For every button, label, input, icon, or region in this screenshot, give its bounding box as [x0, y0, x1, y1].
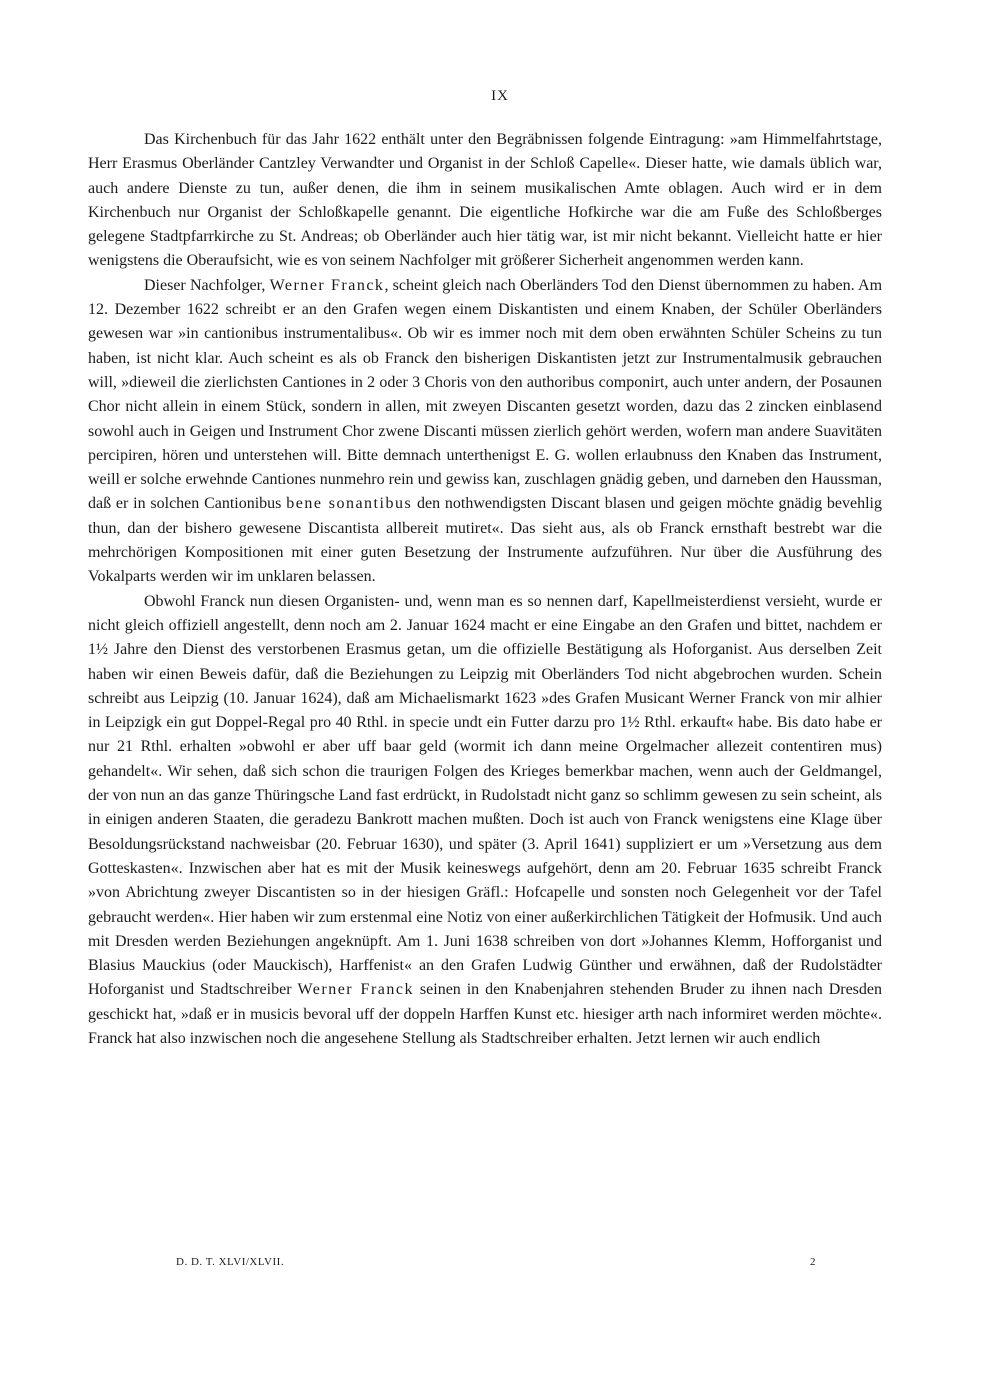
sheet-signature: 2 — [810, 1256, 816, 1268]
body-text — [88, 128, 882, 1051]
paragraph — [88, 590, 882, 1052]
emphasized-text: Werner Franck — [297, 981, 414, 999]
paragraph — [88, 274, 882, 590]
paragraph-text: seinen in den Knabenjahren stehenden Bruder zu ihnen nach Dresden geschickt hat, »daß er in musicis bevoral uff der doppeln Harffen Kunst etc. hiesiger arth nach informiret werden möchte«. Franck hat also inzwischen noch die angesehene Stellung als Stadtschreiber erhalten. Jetzt lernen wir auch endlich — [88, 981, 883, 1047]
volume-signature: D. D. T. XLVI/XLVII. — [176, 1256, 285, 1268]
emphasized-text: bene sonantibus — [286, 495, 413, 513]
paragraph-text: Obwohl Franck nun diesen Organisten- und, wenn man es so nennen darf, Kapellmeisterdienst versieht, wurde er nicht gleich offiziell angestellt, denn noch am 2. Januar 1624 macht er eine Eingabe an den Grafen und bittet, nachdem er 1½ Jahre den Dienst des verstorbenen Erasmus getan, um die offizielle Bestätigung als Hoforganist. Aus derselben Zeit haben wir einen Beweis dafür, daß die Beziehungen zu Leipzig mit Oberländers Tod nicht abgebrochen wurden. Schein schreibt aus Leipzig (10. Januar 1624), daß am Michaelismarkt 1623 »des Grafen Musicant Werner Franck von mir alhier in Leipzigk ein gut Doppel-Regal pro 40 Rthl. in specie undt ein Futter darzu pro 1½ Rthl. erkauft« habe. Bis dato habe er nur 21 Rthl. erhalten »obwohl er aber uff baar geld (wormit ich dann meine Orgelmacher allezeit contentiren mus) gehandelt«. Wir sehen, daß sich schon die traurigen Folgen des Krieges bemerkbar machen, wenn auch der Geldmangel, der von nun an das ganze Thüringsche Land fast erdrückt, in Rudolstadt nicht ganz so schlimm gewesen zu sein scheint, als in einigen anderen Staaten, die geradezu Bankrott machen mußten. Doch ist auch von Franck wenigstens eine Klage über Besoldungsrückstand nachweisbar (20. Februar 1630), und später (3. April 1641) suppliziert er um »Versetzung aus dem Gotteskasten«. Inzwischen aber hat es mit der Musik keineswegs aufgehört, denn am 20. Februar 1635 schreibt Franck »von Abrichtung zweyer Discantisten so in der hiesigen Gräfl.: Hofcapelle und sonsten noch Gelegenheit vor der Tafel gebraucht werden«. Hier haben wir zum erstenmal eine Notiz von einer außerkirchlichen Tätigkeit der Hofmusik. Und auch mit Dresden werden Beziehungen angeknüpft. Am 1. Juni 1638 schreiben von dort »Johannes Klemm, Hofforganist und Blasius Mauckius (oder Mauckisch), Harffenist« an den Grafen Ludwig Günther und erwähnen, daß der Rudolstädter Hoforganist und Stadtschreiber — [88, 592, 882, 999]
paragraph-text: den nothwendigsten Discant blasen und geigen möchte gnädig bevehlig thun, dan der bishero gewesene Discantista allbereit mutiret«. Das sieht aus, als ob Franck ernsthaft bestrebt war die mehrchörigen Kompositionen mit einer guten Besetzung der Instrumente aufzuführen. Nur über die Ausführung des Vokalparts werden wir im unklaren belassen. — [88, 495, 882, 586]
page-number: IX — [491, 88, 509, 104]
paragraph-text: Das Kirchenbuch für das Jahr 1622 enthält unter den Begräbnissen folgende Eintragung: »am Himmelfahrtstage, Herr Erasmus Oberländer Cantzley Verwandter und Organist in der Schloß Capelle«. Dieser hatte, wie damals üblich war, auch andere Dienste zu tun, außer denen, die ihm in seinem musikalischen Amte oblagen. Auch wird er in dem Kirchenbuch nur Organist der Schloßkapelle genannt. Die eigentliche Hofkirche war die am Fuße des Schloßberges gelegene Stadtpfarrkirche zu St. Andreas; ob Oberländer auch hier tätig war, ist mir nicht bekannt. Vielleicht hatte er hier wenigstens die Oberaufsicht, wie es von seinem Nachfolger mit größerer Sicherheit angenommen werden kann. — [88, 131, 882, 270]
paragraph — [88, 128, 882, 274]
emphasized-text: Werner Franck — [269, 276, 385, 294]
paragraph-text: Dieser Nachfolger, — [144, 276, 270, 294]
paragraph-text: , scheint gleich nach Oberländers Tod den Dienst übernommen zu haben. Am 12. Dezember 1622 schreibt er an den Grafen wegen einem Diskantisten und einem Knaben, der Schüler Oberländers gewesen war »in cantionibus instrumentalibus«. Ob wir es immer noch mit dem oben erwähnten Schüler Scheins zu tun haben, ist nicht klar. Auch scheint es als ob Franck den bisherigen Diskantisten jetzt zur Instrumentalmusik gebrauchen will, »dieweil die zierlichsten Cantiones in 2 oder 3 Choris von den authoribus componirt, auch unter andern, der Posaunen Chor nicht allein in einem Stück, sondern in allen, mit zweyen Discanten gesetzt worden, dazu das 2 zincken einblasend sowohl auch in Geigen und Instrument Chor zwene Discanti müssen zierlich gehört werden, wofern man andere Suavitäten percipiren, hören und unterstehen will. Bitte demnach unterthenigst E. G. wollen erlaubnuss den Knaben das Instrument, weill er solche erwehnde Cantiones nunmehro rein und gewiss kan, zuschlagen gnädig geben, und darneben den Haussman, daß er in solchen Cantionibus — [88, 276, 883, 513]
